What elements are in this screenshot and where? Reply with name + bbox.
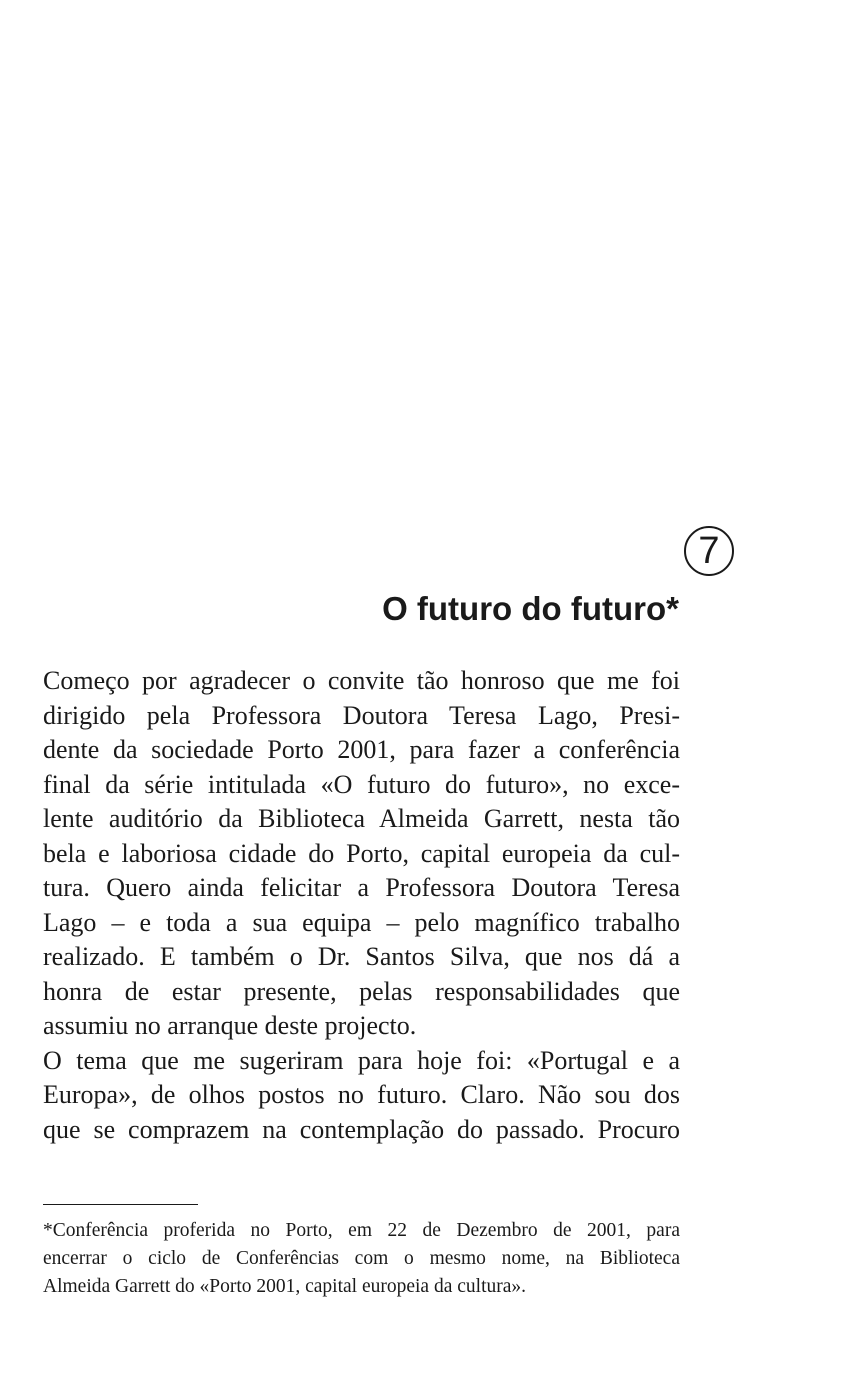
- footnote-line: *Conferência proferida no Porto, em 22 de Dezembro de 2001, para: [43, 1220, 680, 1241]
- body-line: O tema que me sugeriram para hoje foi: «Portugal e a: [43, 1045, 680, 1075]
- body-line: lente auditório da Biblioteca Almeida Garrett, nesta tão: [43, 804, 680, 833]
- footnote-line: Almeida Garrett do «Porto 2001, capital europeia da cultura».: [43, 1276, 527, 1297]
- footnote-line: encerrar o ciclo de Conferências com o mesmo nome, na Biblioteca: [43, 1248, 680, 1269]
- body-line: que se comprazem na contemplação do passado. Procuro: [43, 1114, 680, 1144]
- body-line: assumiu no arranque deste projecto.: [43, 1011, 417, 1040]
- chapter-title: O futuro do futuro*: [382, 590, 679, 627]
- body-line: realizado. E também o Dr. Santos Silva, que nos dá a: [43, 942, 680, 971]
- body-line: Lago – e toda a sua equipa – pelo magnífico trabalho: [43, 907, 680, 937]
- body-line: dente da sociedade Porto 2001, para fazer a conferência: [43, 735, 680, 764]
- body-line: dirigido pela Professora Doutora Teresa Lago, Presi-: [43, 700, 680, 730]
- body-line: Começo por agradecer o convite tão honroso que me foi: [43, 666, 680, 695]
- body-text: [43, 664, 680, 1147]
- body-line: bela e laboriosa cidade do Porto, capital europeia da cul-: [43, 838, 680, 868]
- page-number-badge: [684, 526, 734, 576]
- body-line: tura. Quero ainda felicitar a Professora Doutora Teresa: [43, 873, 680, 902]
- body-line: honra de estar presente, pelas responsabilidades que: [43, 976, 680, 1006]
- body-line: final da série intitulada «O futuro do futuro», no exce-: [43, 769, 680, 799]
- footnote: [43, 1217, 680, 1301]
- footnote-divider: [43, 1204, 198, 1205]
- page-number: 7: [698, 530, 720, 572]
- body-line: Europa», de olhos postos no futuro. Claro. Não sou dos: [43, 1080, 680, 1109]
